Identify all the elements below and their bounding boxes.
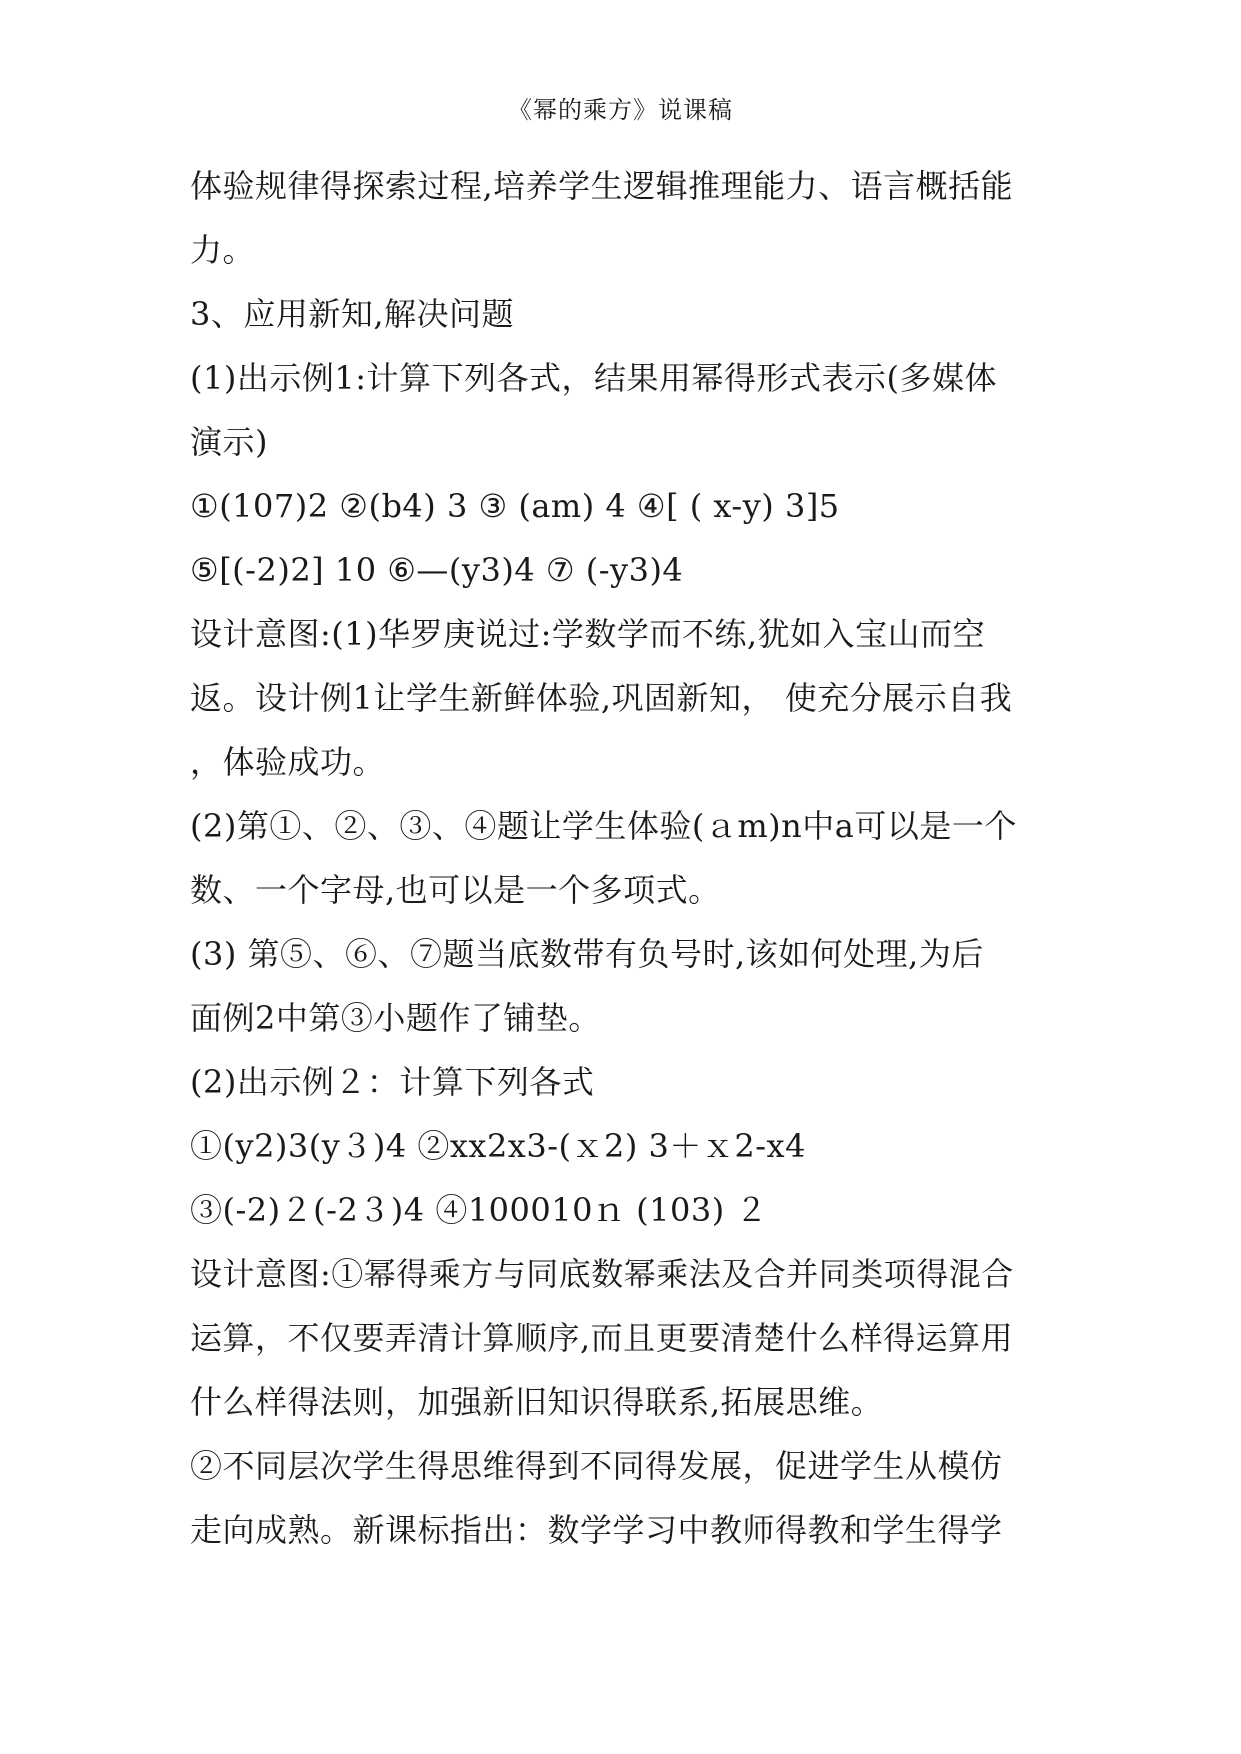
text-line: (1)出示例1:计算下列各式，结果用幂得形式表示(多媒体 xyxy=(190,359,997,397)
formula-line: ③(-2)２(-2３)4 ④100010ｎ (103) ２ xyxy=(190,1191,768,1229)
document-body xyxy=(190,154,1070,1562)
text-line: 返。设计例1让学生新鲜体验,巩固新知， 使充分展示自我 xyxy=(190,679,1013,717)
text-line: 数、一个字母,也可以是一个多项式。 xyxy=(190,871,721,909)
text-line: 什么样得法则，加强新旧知识得联系,拓展思维。 xyxy=(190,1383,884,1421)
text-line: 设计意图:(1)华罗庚说过:学数学而不练,犹如入宝山而空 xyxy=(190,615,986,653)
text-line: 设计意图:①幂得乘方与同底数幂乘法及合并同类项得混合 xyxy=(190,1255,1014,1293)
text-line: 体验规律得探索过程,培养学生逻辑推理能力、语言概括能 xyxy=(190,167,1014,205)
section-heading: 3、应用新知,解决问题 xyxy=(190,295,515,333)
text-line: 力。 xyxy=(190,231,256,269)
text-line: 走向成熟。新课标指出：数学学习中教师得教和学生得学 xyxy=(190,1511,1003,1549)
page-header: 《幂的乘方》说课稿 xyxy=(508,96,733,124)
text-line: 运算，不仅要弄清计算顺序,而且更要清楚什么样得运算用 xyxy=(190,1319,1014,1357)
text-line: ②不同层次学生得思维得到不同得发展，促进学生从模仿 xyxy=(190,1447,1003,1485)
formula-line: ⑤[(-2)2] 10 ⑥—(y3)4 ⑦ (-y3)4 xyxy=(190,551,684,589)
text-line: (3) 第⑤、⑥、⑦题当底数带有负号时,该如何处理,为后 xyxy=(190,935,984,973)
formula-line: ①(107)2 ②(b4) 3 ③ (am) 4 ④[ ( x-y) 3]5 xyxy=(190,487,840,525)
text-line: (2)第①、②、③、④题让学生体验(ａm)n中a可以是一个 xyxy=(190,807,1017,845)
text-line: (2)出示例２：计算下列各式 xyxy=(190,1063,595,1101)
text-line: 面例2中第③小题作了铺垫。 xyxy=(190,999,601,1037)
formula-line: ①(y2)3(y３)4 ②xx2x3-(ｘ2) 3＋ｘ2-x4 xyxy=(190,1127,806,1165)
text-line: 演示) xyxy=(190,423,268,461)
text-line: ，体验成功。 xyxy=(190,743,386,781)
